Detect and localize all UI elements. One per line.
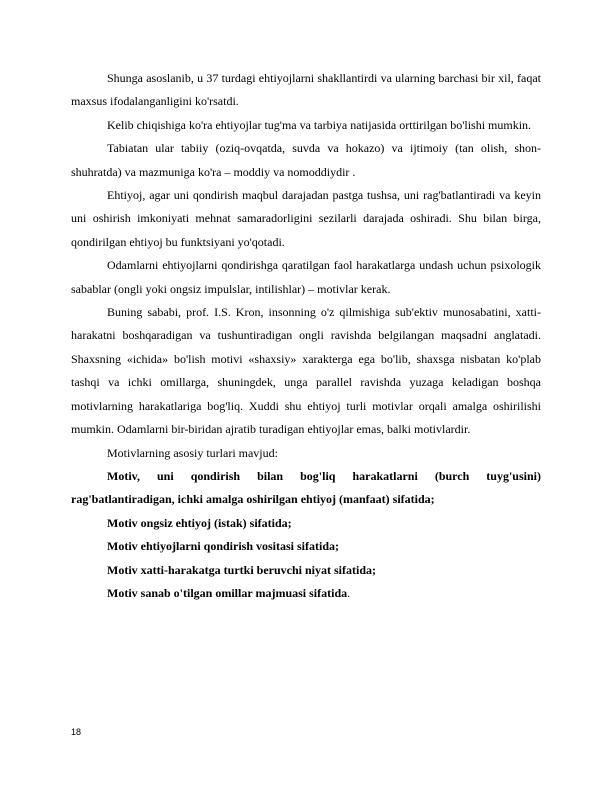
page-number: 18 — [71, 727, 82, 737]
motive-type-1: Motiv, uni qondirish bilan bog'liq harakatlarni (burch tuyg'usini) rag'batlantiradigan, ichki amalga oshirilgan ehtiyoj (manfaat) sifatida; — [71, 468, 541, 507]
trailing-period: . — [347, 585, 351, 600]
page-content — [71, 67, 541, 605]
paragraph-5: Odamlarni ehtiyojlarni qondirishga qaratilgan faol harakatlarga undash uchun psixologik sabablar (ongli yoki ongsiz impulslar, intilishlar) – motivlar kerak. — [71, 258, 541, 296]
motive-type-5-line — [71, 582, 541, 605]
paragraph-6: Buning sababi, prof. I.S. Kron, insonning o'z qilmishiga sub'ektiv munosabatini, xatti-harakatni boshqaradigan va tushuntiradigan ongli ravishda belgilangan maqsadni anglatadi. Shaxsning «ichida» bo'lish motivi «shaxsiy» xarakterga ega bo'lib, shaxsga nisbatan ko'plab tashqi va ichki omillarga, shuningdek, unga parallel ravishda yuzaga keladigan boshqa motivlarning harakatlariga bog'liq. Xuddi shu ehtiyoj turli motivlar orqali amalga oshirilishi mumkin. Odamlarni bir-biridan ajratib turadigan ehtiyojlar emas, balki motivlardir. — [71, 305, 541, 437]
motive-type-2: Motiv ongsiz ehtiyoj (istak) sifatida; — [107, 515, 292, 530]
paragraph-3: Tabiatan ular tabiiy (oziq-ovqatda, suvda va hokazo) va ijtimoiy (tan olish, shon-shuhratda) va mazmuniga ko'ra – moddiy va nomoddiydir . — [71, 141, 541, 179]
paragraph-4: Ehtiyoj, agar uni qondirish maqbul darajadan pastga tushsa, uni rag'batlantiradi va keyin uni oshirish imkoniyati mehnat samaradorligini sezilarli darajada oshiradi. Shu bilan birga, qondirilgan ehtiyoj bu funktsiyani yo'qotadi. — [71, 188, 541, 249]
motive-type-3: Motiv ehtiyojlarni qondirish vositasi sifatida; — [107, 539, 340, 554]
motive-type-5: Motiv sanab o'tilgan omillar majmuasi sifatida — [107, 585, 348, 600]
paragraph-7: Motivlarning asosiy turlari mavjud: — [107, 445, 278, 460]
motive-type-4: Motiv xatti-harakatga turtki beruvchi niyat sifatida; — [107, 562, 376, 577]
paragraph-2: Kelib chiqishiga ko'ra ehtiyojlar tug'ma va tarbiya natijasida orttirilgan bo'lishi mumkin. — [107, 117, 532, 132]
paragraph-1: Shunga asoslanib, u 37 turdagi ehtiyojlarni shakllantirdi va ularning barchasi bir xil, faqat maxsus ifodalanganligini ko'rsatdi. — [71, 71, 541, 109]
